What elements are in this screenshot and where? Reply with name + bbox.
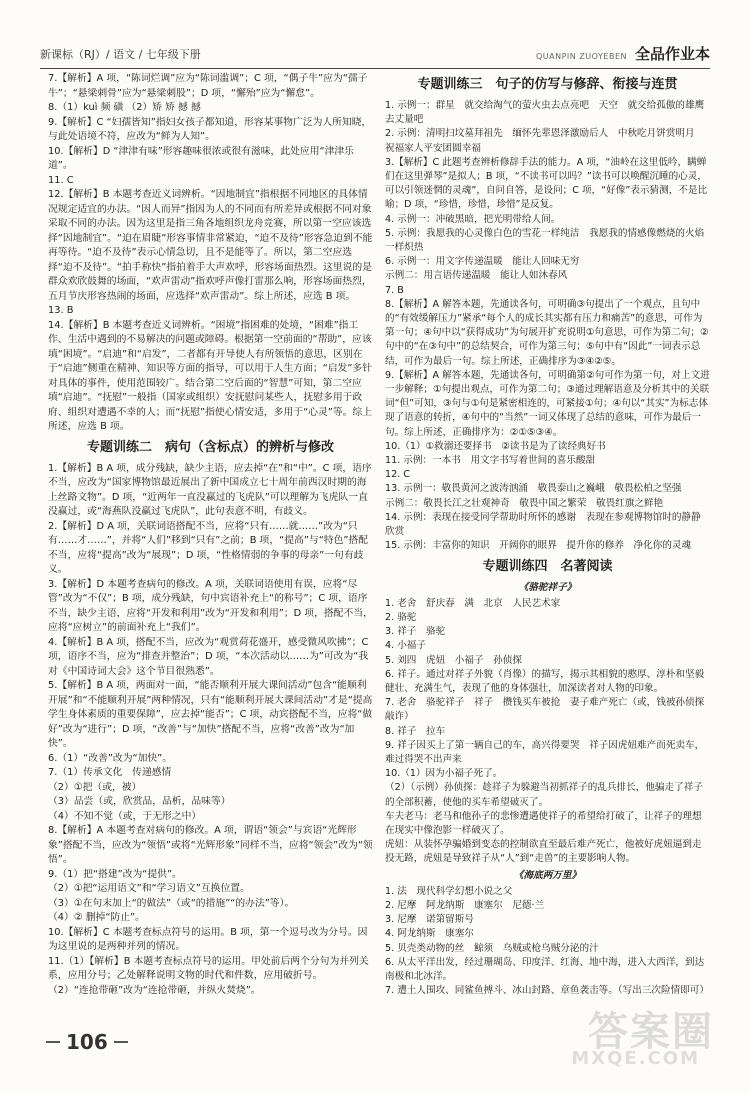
- sec4_a-item: 3. 祥子 骆驼: [385, 626, 446, 638]
- header-brand: 全品作业本: [634, 45, 710, 63]
- sec3-item: 10.（1）①救溺还要择书 ②读书是为了读经典好书: [385, 440, 606, 452]
- sec4_a-item: 10.（1）因为小福子死了。: [385, 768, 503, 780]
- sec4-subtitle-sea: 《海底两万里》: [513, 869, 582, 881]
- sec4_b-item: 6. 从太平洋出发，经过珊瑚岛、印度洋、红海、地中海，进入大西洋，到达南极和北冰洋。: [385, 956, 705, 982]
- sec2-item: （4）不知不觉（或，于无形之中）: [48, 810, 202, 822]
- sec2-title: 专题训练二 病句（含标点）的辨析与修改: [86, 439, 334, 455]
- sec4_b-item: 7. 遭土人围攻、同鲨鱼搏斗、冰山封路、章鱼袭击等。（写出三次险情即可）: [385, 985, 709, 997]
- sec4_a-item: 8. 祥子 拉车: [385, 725, 446, 737]
- sec3-item: 11. 示例：一本书 用文字书写着世间的喜乐酸甜: [385, 455, 596, 467]
- sec4-title: 专题训练四 名著阅读: [482, 558, 613, 574]
- sec2-item: 6.（1）“改善”改为“加快”。: [48, 752, 173, 764]
- sec4_b-item: 4. 阿龙纳斯 康塞尔: [385, 928, 474, 940]
- sec4-list-a: [385, 597, 710, 867]
- sec2-item: 8.【解析】A 本题考查对病句的修改。A 项，谓语“领会”与宾语“光辉形象”搭配不当，应改为“领悟”或将“光辉形象”同样不当，应将“领会”改为“领悟”。: [48, 825, 373, 865]
- sec2-item: （4）② 删掉“防止”。: [48, 912, 145, 923]
- header-brand-block: [536, 43, 710, 64]
- sec1-list: [48, 72, 373, 435]
- sec3-item: 5. 示例：我愿我的心灵像白色的雪花一样纯洁 我愿我的情感像燃烧的火焰一样炽热: [385, 227, 705, 254]
- sec2-item: 2.【解析】D A 项，关联词语搭配不当，应将“只有……就……”改为“只有……才……”，并将“人们”移到“只有”之前；B 项，“提高”与“特色”搭配不当，应将“提高”改为“展现”；D 项，“性格情弱的争事的母亲”一句有歧义。: [48, 520, 369, 575]
- sec3-item: 3.【解析】C 此题考查辨析修辞手法的能力。A 项，“油岭在这里低吟，瞒蝉们在这里弹琴”是拟人；B 项，“不读书可以吗？”读书可以唤醒沉睡的心灵，可以引领迷惘的灵魂”，自问自答，是设问；C 项，“好像”表示猜测，不是比喻；D 项，“珍惜，珍惜，珍惜”是反复。: [385, 156, 708, 211]
- header-pinyin: QUANPIN ZUOYEBEN: [536, 52, 627, 61]
- sec4-subtitle-camel: 《骆驼祥子》: [518, 581, 577, 593]
- sec4_a-item: 5. 刘四 虎妞 小福子 孙侦探: [385, 654, 522, 666]
- sec3-item: 4. 示例一：冲破黑暗，把光明带给人间。: [385, 213, 561, 225]
- sec4_a-item: （2）（示例）孙侦探：趁祥子为躲避当初抓祥子的乱兵排长，他骗走了祥子的全部积蓄，使他的买车希望破灭了。: [385, 782, 703, 808]
- left_col-item: 12.【解析】B 本题考查近义词辨析。“因地制宜”指根据不同地区的具体情况规定适宜的办法。“因人而异”指因为人的不同而有所差异或根据不同对象采取不同的办法。因为这里是指三角各地组织龙舟竞赛，所以第一空应该选择“因地制宜”。“迫在眉睫”形容事情非常紧迫，“迫不及待”形容急迫到不能再等待。“迫不及待”表示心情急切，且不是能等了。所以，第二空应选择“迫不及待”。“拍手称快”指拍着手大声欢呼，形容场面热烈。这里说的是群众欢欣鼓舞的场面，“欢声雷动”指欢呼声像打雷那么响，形容场面热烈，五月节庆形容热闹的场面，应选择“欢声雷动”。综上所述，应选 B 项。: [48, 189, 373, 302]
- left_col-item: 7.【解析】A 项，“陈词烂调”应为“陈词滥调”；C 项，“偶子牛”应为“孺子牛”；“悬梁刺骨”应为“悬梁刺股”；D 项，“懈殆”应为“懈怠”。: [48, 73, 368, 99]
- sec4_b-item: 5. 贝壳类动物的丝 鲸须 乌贼或枪乌贼分泌的汁: [385, 942, 599, 954]
- sec2-item: （3）①在句末加上“的做法”（或“的措施”“的办法”等）。: [48, 897, 295, 909]
- left_col-item: 8.（1）kuì 频 磺 （2）矫 矫 撼 撼: [48, 102, 201, 113]
- sec2-list: [48, 462, 373, 999]
- sec3-item: 2. 示例：清明扫坟墓拜祖先 缅怀先辈恩泽激励后人 中秋吃月饼赏明月 祝福家人平安团圆幸福: [385, 128, 705, 154]
- sec4_a-item: 1. 老舍 舒庆春 满 北京 人民艺术家: [385, 597, 561, 609]
- watermark-logo: 答案圈: [588, 1009, 714, 1055]
- sec2-item: 4.【解析】B A 项，搭配不当，应改为“观赏荷花盛开，感受微风吹拂”；C 项，语序不当，应为“排查并整治”；D 项，“本次活动以……为”可改为“我对《中国诗词大会》这个节目很熟悉”。: [48, 636, 369, 677]
- left_col-item: 10.【解析】D “津津有味”形容趣味很浓或很有滋味，此处应用“津津乐道”。: [48, 145, 354, 171]
- sec4_a-item: 车夫老马：老马和他孙子的悲惨遭遇使祥子的希望给打破了，让祥子的理想在现实中像泡影一样破灭了。: [385, 810, 702, 836]
- left_col-item: 13. B: [48, 305, 74, 316]
- page-number: [40, 1030, 134, 1054]
- sec3-item: 8.【解析】A 解答本题，先通读各句，可明确③句提出了一个观点，且句中的“有效缓解压力”紧承“每个人的成长其实都有压力和痛苦”的意思，可作为第一句；④句中以“获得成功”为句展开扩充说明①句意思，可作为第二句；②句中的“在③句中”的总结契合，可作为第三句；⑤句中有“因此”一词表示总结，可作为最后一句。综上所述，正确排序为③④②⑤。: [385, 298, 709, 367]
- sec3-item: 示例二：用言语传递温暖 能让人如沐春风: [385, 270, 568, 282]
- sec3-item: 15. 示例：丰富你的知识 开阔你的眼界 提升你的修养 净化你的灵魂: [385, 540, 692, 552]
- sec4_a-item: 6. 祥子。通过对祥子外貌（肖像）的描写，揭示其相貌的憨厚、淳朴和坚毅健壮、充满生气，表现了他的身体强壮，加深读者对人物的印象。: [385, 668, 705, 694]
- sec3-item: 13. 示例一：敬畏黄河之波涛汹涌 敬畏泰山之巍峨 敬畏松柏之坚强: [385, 483, 682, 495]
- watermark-url: MXQE.COM: [571, 1048, 700, 1069]
- sec2-item: （2）①把（或，被）: [48, 781, 142, 793]
- sec4_a-item: 7. 老舍 骆驼祥子 祥子 攒钱买车被抢 妻子难产死亡（或，钱被孙侦探敲诈）: [385, 697, 705, 723]
- sec3-item: 9.【解析】A 解答本题，先通读各句，可明确第②句可作为第一句，对上文进一步解释；①句提出观点，可作为第二句；③通过理解语意及分析其中的关联词“但”可知，③句与①句是紧密相连的，可紧接①句；④句以“其实”为标志体现了语意的转折，④句中的“当然”一词又体现了总结的意味，可作为最后一句。综上所述，正确排序为：②①⑤③④。: [385, 369, 710, 438]
- left_col-item: 14.【解析】B 本题考查近义词辨析。“困境”指困难的处境，“困难”指工作、生活中遇到的不易解决的问题或障碍。根据第一空前面的“帮助”，应该填“困境”。“启迪”和“启发”，二者都有开导使人有所领悟的意思，区别在于“启迪”侧重在精神、知识等方面的指导，可以用于人生方面；“启发”多针对具体的事件，使用范围较广。结合第二空后面的“智慧”可知，第二空应填“启迪”。“抚慰”一般指（国家或组织）安抚慰问某些人，抚慰多用于政府、组织对遭遇不幸的人；而“抚慰”指使心情安适，多用于“心灵”等。综上所述，应选 B 项。: [48, 319, 373, 432]
- sec3-item: 7. B: [385, 284, 404, 296]
- sec3-list: [385, 99, 710, 554]
- left_col-item: 11. C: [48, 174, 74, 186]
- sec4_a-item: 9. 祥子因买上了第一辆自己的车，高兴得要哭 祥子因虎妞难产而死卖车，难过得哭不出声来: [385, 739, 705, 765]
- sec4_a-item: 4. 小福子: [385, 640, 426, 652]
- right-column: [385, 72, 710, 998]
- sec4_a-item: 虎妞：从装怀孕骗婚到变态的控制欲直至最后难产死亡，他被好虎妞逼到走投无路，虎妞是导致祥子从“人”到“走兽”的主要影响人物。: [385, 839, 702, 865]
- page-header: [40, 28, 710, 69]
- sec2-item: 9.（1）把“搭建”改为“提供”。: [48, 868, 182, 880]
- sec4_a-item: 2. 骆驼: [385, 611, 417, 623]
- sec3-item: 示例二：敬畏长江之壮观神奇 敬畏中国之繁荣 敬畏红旗之鲜艳: [385, 497, 664, 509]
- sec2-item: 11.（1）【解析】B 本题考查标点符号的运用。甲处前后两个分句为并列关系，应用分号；乙处解释说明文物的时代和件数，应用破折号。: [48, 955, 369, 981]
- left_col-item: 9.【解析】C “妇孺皆知”指妇女孩子都知道，形容某事物广泛为人所知晓，与此处语境不符，应改为“鲜为人知”。: [48, 116, 372, 142]
- page-number-dash-left: [46, 1041, 60, 1043]
- sec3-item: 1. 示例一：群星 就交给淘气的萤火虫去点亮吧 天空 就交给孤傲的雄鹰去丈量吧: [385, 100, 705, 126]
- sec3-item: 14. 示例：表现在接受同学帮助时所怀的感谢 表现在参观博物馆时的静静欣赏: [385, 511, 701, 538]
- left-column: [48, 72, 373, 998]
- sec4_b-item: 3. 尼摩 诺第留斯号: [385, 914, 474, 926]
- sec2-item: （2）①把“运用语文”和“学习语文”互换位置。: [48, 883, 250, 894]
- sec4-list-b: [385, 885, 710, 999]
- sec2-item: 3.【解析】D 本题考查病句的修改。A 项，关联词语使用有误，应将“尽管”改为“不仅”；B 项，成分残缺，句中宾语补充上“的称号”；C 项，语序不当，缺少主语，应将“开发和利用”改为“开发和利用”；D 项，搭配不当，应将“应树立”的前面补充上“我们”。: [48, 578, 373, 633]
- page-number-text: 106: [66, 1030, 108, 1054]
- sec4_b-item: 2. 尼摩 阿龙纳斯 康塞尔 尼德·兰: [385, 899, 545, 911]
- sec4_b-item: 1. 法 现代科学幻想小说之父: [385, 885, 513, 897]
- sec2-item: 5.【解析】B A 项，两面对一面，“能否顺利开展大课间活动”包含“能顺利开展”和“不能顺利开展”两种情况，只有“能顺利开展大课间活动”才是“提高学生身体素质的重要保障”，应去掉“能否”；C 项，动宾搭配不当，应将“做好”改为“进行”；D 项，“改善”与“加快”搭配不当，应将“改善”改为“加快”。: [48, 680, 373, 749]
- sec2-item: （2）“连抢带砸”改为“连抢带砸，并纵火焚烧”。: [48, 984, 261, 996]
- sec3-item: 12. C: [385, 469, 411, 481]
- sec3-title: 专题训练三 句子的仿写与修辞、衔接与连贯: [417, 77, 678, 92]
- sec2-item: 10.【解析】C 本题考查标点符号的运用。B 项，第一个逗号改为分号。因为这里说的是两种并列的情况。: [48, 926, 368, 952]
- page-number-dash-right: [114, 1041, 128, 1043]
- sec2-item: 7.（1）传承文化 传递感情: [48, 767, 172, 778]
- sec2-item: 1.【解析】B A 项，成分残缺，缺少主语，应去掉“在”和“中”。C 项，语序不当，应改为“国家博物馆最近展出了新中国成立七十周年前西汉时期的海上丝路文物”。D 项，“近两年一直没赢过的飞虎队”可以理解为飞虎队一直没赢过，或“海燕队没赢过飞虎队”，此句表意不明，有歧义。: [48, 462, 372, 517]
- sec2-item: （3）品尝（或，欣赏品，品析，品味等）: [48, 796, 231, 807]
- sec3-item: 6. 示例一：用文字传递温暖 能让人回味无穷: [385, 256, 580, 268]
- header-book-info: 新课标（RJ）/ 语文 / 七年级下册: [40, 48, 201, 61]
